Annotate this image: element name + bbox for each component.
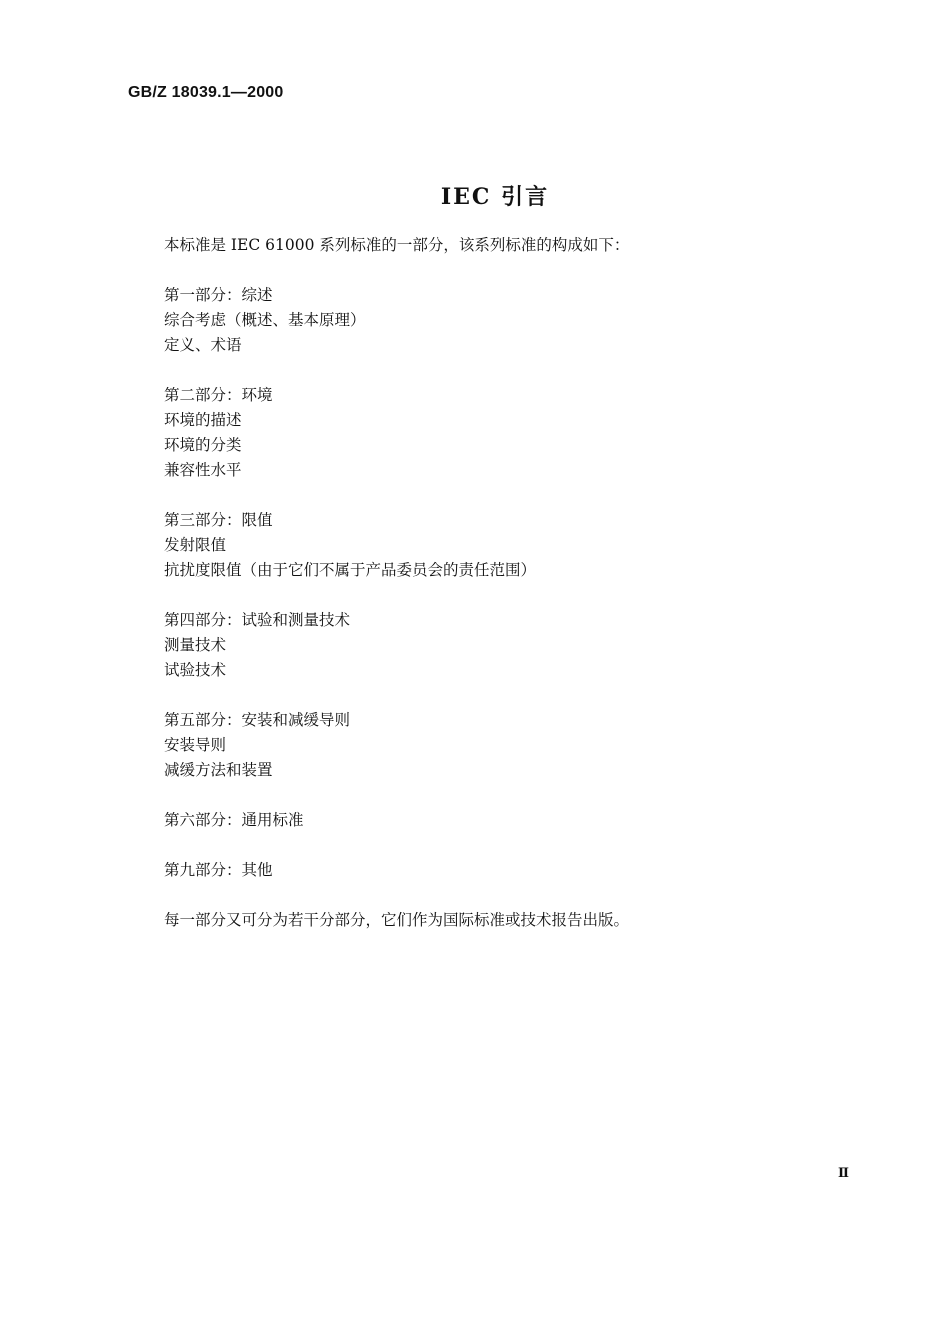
section-heading: 第三部分：限值	[164, 511, 273, 529]
document-body	[164, 233, 864, 933]
section-item: 发射限值	[164, 536, 227, 554]
section-heading: 第九部分：其他	[164, 861, 273, 879]
section-item: 环境的分类	[164, 436, 242, 454]
section-part-1	[164, 283, 864, 358]
section-heading: 第四部分：试验和测量技术	[164, 611, 351, 629]
section-heading: 第六部分：通用标准	[164, 811, 304, 829]
page-number: Ⅱ	[838, 1166, 849, 1181]
section-part-2	[164, 383, 864, 483]
section-item: 综合考虑（概述、基本原理）	[164, 311, 366, 329]
section-part-9	[164, 858, 864, 883]
section-part-3	[164, 508, 864, 583]
section-part-6	[164, 808, 864, 833]
section-item: 环境的描述	[164, 411, 242, 429]
section-item: 测量技术	[164, 636, 227, 654]
standard-number: GB/Z 18039.1—2000	[128, 84, 284, 101]
section-part-4	[164, 608, 864, 683]
section-heading: 第五部分：安装和减缓导则	[164, 711, 351, 729]
section-part-5	[164, 708, 864, 783]
section-item: 试验技术	[164, 661, 227, 679]
section-heading: 第一部分：综述	[164, 286, 273, 304]
section-item: 兼容性水平	[164, 461, 242, 479]
section-item: 抗扰度限值（由于它们不属于产品委员会的责任范围）	[164, 561, 537, 579]
section-item: 安装导则	[164, 736, 227, 754]
intro-paragraph: 本标准是 IEC 61000 系列标准的一部分，该系列标准的构成如下：	[164, 236, 630, 254]
section-item: 减缓方法和装置	[164, 761, 273, 779]
section-heading: 第二部分：环境	[164, 386, 273, 404]
page-title: IEC 引言	[440, 184, 550, 210]
closing-paragraph: 每一部分又可分为若干分部分，它们作为国际标准或技术报告出版。	[164, 911, 630, 929]
section-item: 定义、术语	[164, 336, 242, 354]
